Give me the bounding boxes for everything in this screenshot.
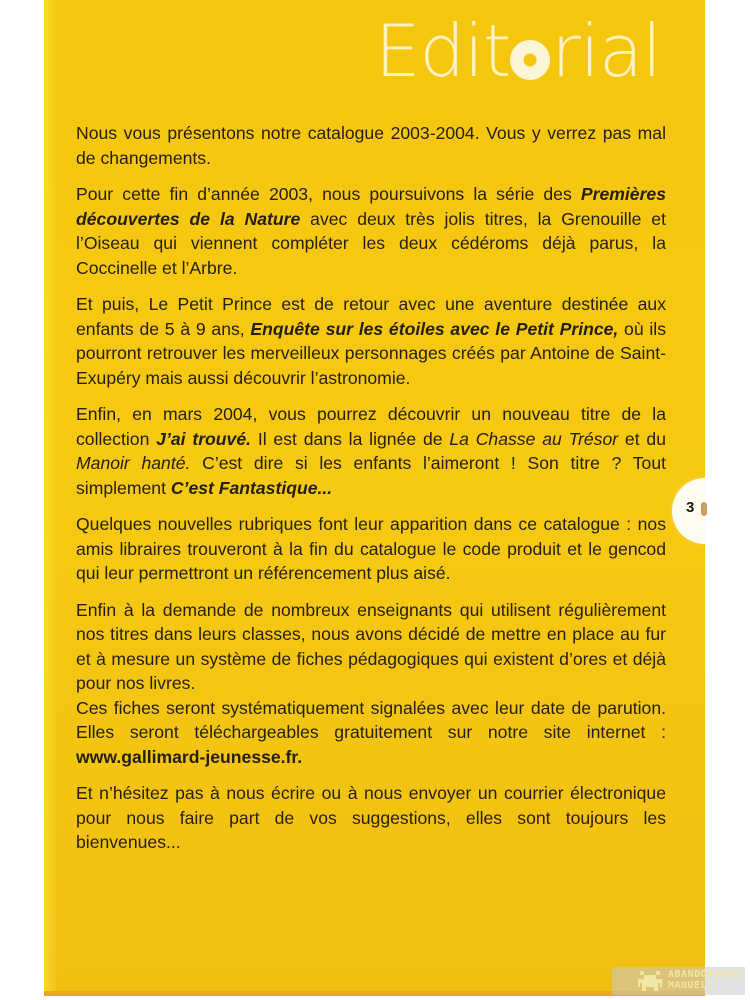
watermark-line2: MANUELS: [668, 980, 714, 991]
catalogue-page: [44, 0, 705, 996]
page-number: 3: [686, 499, 695, 516]
paragraph-contact: [76, 781, 666, 855]
paragraph-text: Enfin à la demande de nombreux enseignants qui utilisent régulièrement nos titres dans leurs classes, nous avons décidé de mettre en place au fur et à mesure un système de fiches pédagogiques qui existent d’ores et déjà pour nos livres.: [76, 599, 666, 693]
title-prefix: Edit: [374, 9, 511, 93]
paragraph-text: C’est dire si les enfants l’aimeront ! Son titre ? Tout simplement: [76, 453, 666, 498]
editorial-body: [76, 121, 666, 867]
collection-title: J’ai trouvé.: [156, 428, 251, 449]
paragraph-text: Pour cette fin d’année 2003, nous poursuivons la série des: [76, 184, 581, 204]
series-title: Premières découvertes de la Nature: [76, 184, 666, 229]
paragraph-text: Il est dans la lignée de: [251, 428, 450, 449]
watermark-text: [668, 969, 740, 991]
paragraph-text: et du: [618, 428, 666, 449]
paragraph-text: Et n’hésitez pas à nous écrire ou à nous envoyer un courrier électronique pour nous faire part de vos suggestions, elles sont toujours les bienvenues...: [76, 783, 666, 852]
paragraph-text: Et puis, Le Petit Prince est de retour avec une aventure destinée aux enfants de 5 à 9 ans,: [76, 294, 666, 339]
paragraph-text: où ils pourront retrouver les merveilleux personnages créés par Antoine de Saint-Exupéry mais aussi découvrir l’astronomie.: [76, 318, 666, 388]
tab-dot-icon: [701, 502, 707, 516]
page-margin: [705, 470, 750, 554]
product-title: Enquête sur les étoiles avec le Petit Prince,: [250, 318, 619, 339]
disc-o-icon: [510, 40, 550, 80]
product-title: La Chasse au Trésor: [449, 428, 619, 449]
paragraph-text: Enfin, en mars 2004, vous pourrez découvrir un nouveau titre de la collection: [76, 404, 666, 449]
paragraph-nature-series: [76, 182, 666, 280]
paragraph-download: [76, 696, 666, 770]
paragraph-petit-prince: [76, 292, 666, 390]
product-title: C’est Fantastique...: [170, 477, 333, 498]
product-title: Manoir hanté.: [76, 453, 191, 473]
space-invader-icon: [638, 971, 662, 991]
paragraph-intro: [76, 121, 666, 170]
website-link[interactable]: www.gallimard-jeunesse.fr.: [76, 746, 303, 767]
paragraph-text: Quelques nouvelles rubriques font leur apparition dans ce catalogue : nos amis libraires trouveront à la fin du catalogue le code produit et le gencod qui leur permettront un référencement plus aisé.: [76, 514, 666, 583]
paragraph-new-sections: [76, 512, 666, 586]
paragraph-jai-trouve: [76, 402, 666, 500]
paragraph-text: avec deux très jolis titres, la Grenouille et l’Oiseau qui viennent compléter les deux cédéroms déjà parus, la Coccinelle et l’Arbre.: [76, 208, 666, 278]
title-suffix: rial: [551, 9, 661, 93]
watermark-line1: ABANDONWARE: [668, 969, 740, 980]
paragraph-teaching-sheets: [76, 598, 666, 696]
page-title: [375, 6, 661, 96]
paragraph-text: Nous vous présentons notre catalogue 2003-2004. Vous y verrez pas mal de changements.: [76, 123, 666, 168]
paragraph-text: Ces fiches seront systématiquement signalées avec leur date de parution. Elles seront téléchargeables gratuitement sur notre site internet :: [76, 697, 666, 742]
